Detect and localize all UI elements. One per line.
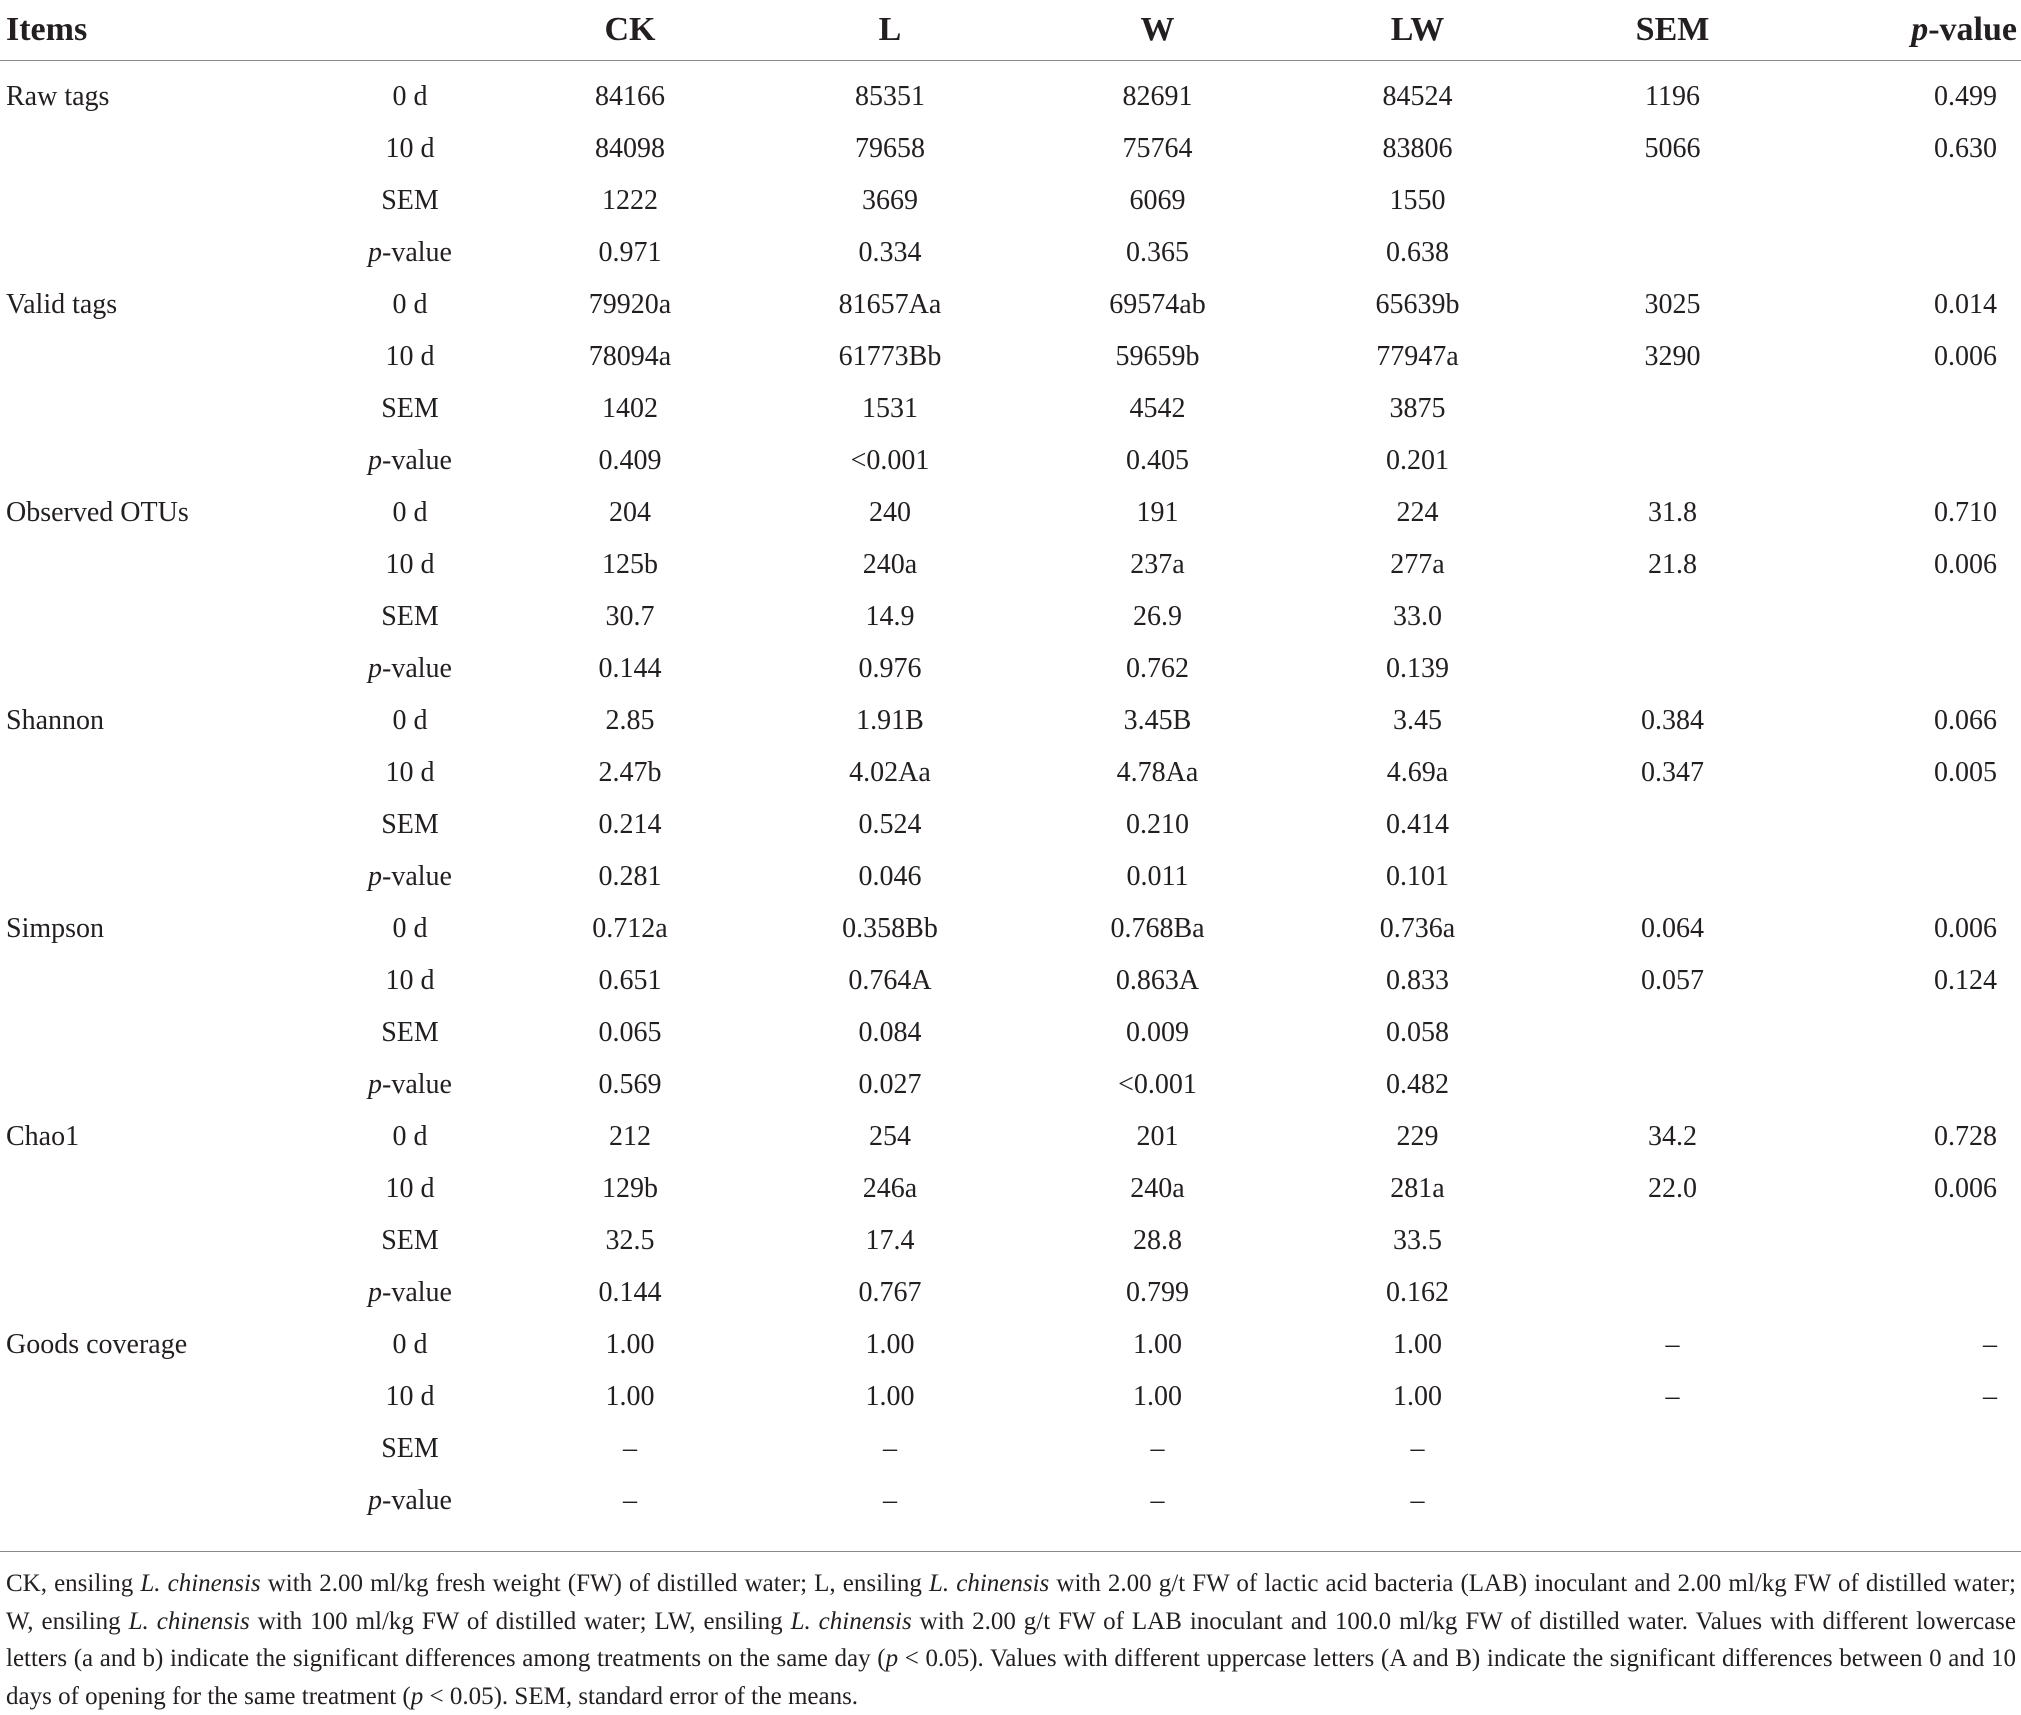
cell-w: 0.762: [1126, 653, 1189, 684]
cell-sub: 10 d: [385, 1173, 435, 1204]
cell-sub: SEM: [381, 601, 439, 632]
cell-ck: 1222: [602, 185, 658, 216]
cell-item: Shannon: [6, 705, 104, 736]
cell-item: [0, 1007, 320, 1059]
cell-item: [0, 1371, 320, 1423]
cell-sub: SEM: [381, 809, 439, 840]
cell-sub: 0 d: [392, 81, 428, 112]
table-row: [0, 383, 2021, 435]
table-row: [0, 539, 2021, 591]
cell-w: 240a: [1130, 1173, 1185, 1204]
cell-ck: 0.281: [598, 861, 662, 892]
cell-item: [0, 123, 320, 175]
cell-p-value: [1805, 1007, 2021, 1059]
cell-w: 0.365: [1126, 237, 1189, 268]
cell-w: 0.009: [1126, 1017, 1189, 1048]
cell-sub: 10 d: [385, 133, 435, 164]
cell-p-value: [1805, 1475, 2021, 1527]
cell-item: [0, 1163, 320, 1215]
footnote-italic-text: L. chinensis: [790, 1607, 912, 1635]
cell-item: [0, 851, 320, 903]
cell-p-value: –: [1983, 1329, 1997, 1360]
table-row: [0, 1007, 2021, 1059]
cell-ck: 212: [609, 1121, 651, 1152]
footnote-text: < 0.05). Values with different uppercase letters (A and B) indicate the significant differences between 0 and 10 days of opening for the same treatment (: [6, 1645, 2016, 1710]
cell-w: 59659b: [1115, 341, 1200, 372]
header-p-italic: p: [1911, 11, 1929, 48]
cell-l: 61773Bb: [838, 341, 942, 372]
footnote-text: with 100 ml/kg FW of distilled water; LW, ensiling: [249, 1607, 791, 1635]
cell-ck: 84166: [595, 81, 665, 112]
cell-w: 82691: [1122, 81, 1193, 112]
cell-l: 1.00: [865, 1329, 915, 1360]
p-italic: p: [368, 861, 383, 892]
cell-lw: 229: [1396, 1121, 1439, 1152]
table-row: [0, 1371, 2021, 1423]
cell-l: 0.334: [858, 237, 922, 268]
table-body: [0, 61, 2021, 1528]
table-row: [0, 1319, 2021, 1371]
cell-item: [0, 383, 320, 435]
cell-ck: 0.214: [598, 809, 662, 840]
cell-sub: [320, 851, 500, 903]
cell-p-value: 0.124: [1934, 965, 1997, 996]
cell-lw: 281a: [1390, 1173, 1445, 1204]
table-row: [0, 227, 2021, 279]
cell-l: 0.976: [858, 653, 922, 684]
cell-sem: [1540, 1267, 1805, 1319]
footnote-italic-text: p: [885, 1645, 899, 1672]
cell-ck: 78094a: [588, 341, 672, 372]
cell-lw: 83806: [1382, 133, 1453, 164]
cell-p-value: 0.006: [1934, 549, 1997, 580]
cell-p-value: 0.728: [1934, 1121, 1997, 1152]
cell-p-value: 0.499: [1934, 81, 1997, 112]
cell-item: [0, 643, 320, 695]
header-blank: [320, 0, 500, 61]
cell-w: 69574ab: [1109, 289, 1206, 320]
cell-sem: [1540, 1059, 1805, 1111]
cell-sub: [320, 643, 500, 695]
header-p-value: [1805, 0, 2021, 61]
table-row: [0, 851, 2021, 903]
cell-sem: 3290: [1644, 341, 1701, 372]
p-italic: p: [368, 1485, 383, 1516]
cell-p-value: [1805, 799, 2021, 851]
cell-lw: 4.69a: [1386, 757, 1449, 788]
cell-item: [0, 1423, 320, 1475]
cell-sem: 0.347: [1641, 757, 1704, 788]
cell-p-value: –: [1983, 1381, 1997, 1412]
cell-p-value: 0.006: [1934, 341, 1997, 372]
cell-sem: [1540, 799, 1805, 851]
cell-p-value: [1805, 227, 2021, 279]
cell-sub: SEM: [381, 1433, 439, 1464]
cell-ck: 0.409: [598, 445, 662, 476]
cell-p-value: [1805, 175, 2021, 227]
cell-sem: [1540, 227, 1805, 279]
cell-sem: 0.057: [1641, 965, 1704, 996]
cell-sub: [320, 1267, 500, 1319]
cell-ck: –: [623, 1433, 637, 1464]
cell-sem: [1540, 1475, 1805, 1527]
cell-w: 0.863A: [1115, 965, 1200, 996]
cell-sub: 10 d: [385, 965, 435, 996]
cell-sub: 0 d: [392, 913, 428, 944]
p-italic: p: [368, 237, 383, 268]
cell-w: 0.210: [1126, 809, 1189, 840]
cell-p-value: 0.014: [1934, 289, 1997, 320]
cell-lw: 0.736a: [1379, 913, 1456, 944]
cell-sem: –: [1665, 1381, 1680, 1412]
table-row: [0, 955, 2021, 1007]
cell-item: [0, 799, 320, 851]
cell-item: [0, 331, 320, 383]
cell-lw: 33.0: [1393, 601, 1442, 632]
cell-lw: –: [1410, 1433, 1425, 1464]
cell-lw: 277a: [1390, 549, 1445, 580]
cell-sem: [1540, 591, 1805, 643]
cell-l: 254: [869, 1121, 911, 1152]
header-l: L: [760, 0, 1020, 61]
cell-sub: [320, 227, 500, 279]
cell-ck: 0.569: [598, 1069, 662, 1100]
cell-ck: 79920a: [588, 289, 672, 320]
cell-ck: 204: [609, 497, 651, 528]
cell-ck: 2.85: [605, 705, 655, 736]
cell-ck: 0.651: [598, 965, 662, 996]
cell-p-value: [1805, 1267, 2021, 1319]
cell-sub: 10 d: [385, 341, 435, 372]
table-row: [0, 1111, 2021, 1163]
cell-l: 85351: [855, 81, 925, 112]
cell-w: 1.00: [1133, 1329, 1182, 1360]
cell-sub: 0 d: [392, 1329, 428, 1360]
cell-sub: 0 d: [392, 497, 428, 528]
cell-ck: 1.00: [605, 1381, 655, 1412]
footnote-text: CK, ensiling: [6, 1570, 141, 1597]
table-row: [0, 435, 2021, 487]
cell-item: [0, 1267, 320, 1319]
footnote-italic-text: L. chinensis: [128, 1607, 250, 1635]
p-rest: -value: [382, 1485, 452, 1516]
cell-ck: 1.00: [605, 1329, 655, 1360]
cell-ck: 0.712a: [592, 913, 668, 944]
table-row: [0, 331, 2021, 383]
cell-sub: SEM: [381, 393, 439, 424]
cell-w: 26.9: [1133, 601, 1182, 632]
cell-ck: –: [623, 1485, 637, 1516]
cell-item: Simpson: [6, 913, 105, 944]
header-row: [0, 0, 2021, 61]
cell-sub: 10 d: [385, 1381, 435, 1412]
cell-sem: –: [1665, 1329, 1680, 1360]
table-row: [0, 747, 2021, 799]
cell-l: 79658: [855, 133, 925, 164]
cell-item: [0, 747, 320, 799]
cell-sem: 31.8: [1648, 497, 1697, 528]
header-sem: SEM: [1540, 0, 1805, 61]
cell-w: 4.78Aa: [1116, 757, 1199, 788]
cell-l: 240a: [862, 549, 918, 580]
cell-sem: [1540, 851, 1805, 903]
cell-lw: 1.00: [1393, 1329, 1442, 1360]
cell-l: 0.764A: [848, 965, 932, 996]
table-row: [0, 1059, 2021, 1111]
cell-l: 0.084: [858, 1017, 922, 1048]
cell-sem: 3025: [1644, 289, 1701, 320]
cell-sem: [1540, 383, 1805, 435]
cell-sem: [1540, 435, 1805, 487]
cell-lw: 0.139: [1386, 653, 1449, 684]
cell-ck: 0.144: [598, 1277, 662, 1308]
cell-lw: 84524: [1382, 81, 1453, 112]
table-row: [0, 1475, 2021, 1527]
cell-ck: 84098: [595, 133, 665, 164]
table-row: [0, 175, 2021, 227]
footnote-text: with 2.00 g/t FW of lactic acid bacteria (LAB) inoculant and 2.00 ml/kg FW of distilled water; W, ensiling: [6, 1570, 2016, 1635]
cell-sem: 21.8: [1648, 549, 1697, 580]
cell-ck: 0.971: [598, 237, 662, 268]
cell-item: Raw tags: [6, 81, 110, 112]
cell-sem: 5066: [1644, 133, 1701, 164]
cell-lw: 0.162: [1386, 1277, 1449, 1308]
cell-lw: 3875: [1389, 393, 1446, 424]
header-lw: LW: [1295, 0, 1540, 61]
cell-item: [0, 955, 320, 1007]
cell-sem: 0.064: [1641, 913, 1704, 944]
cell-l: 14.9: [865, 601, 915, 632]
footnote-text: < 0.05). SEM, standard error of the means.: [423, 1682, 859, 1710]
cell-sub: 10 d: [385, 549, 435, 580]
cell-l: 81657Aa: [838, 289, 942, 320]
cell-item: [0, 227, 320, 279]
cell-ck: 2.47b: [598, 757, 662, 788]
cell-w: 0.768Ba: [1110, 913, 1205, 944]
cell-ck: 129b: [602, 1173, 658, 1204]
cell-lw: 1550: [1389, 185, 1446, 216]
cell-p-value: [1805, 1059, 2021, 1111]
cell-lw: 0.201: [1386, 445, 1449, 476]
table-row: [0, 1423, 2021, 1475]
table-row: [0, 279, 2021, 331]
cell-lw: –: [1410, 1485, 1425, 1516]
cell-l: 1.00: [865, 1381, 915, 1412]
cell-sem: 0.384: [1641, 705, 1704, 736]
cell-l: 0.524: [858, 809, 922, 840]
cell-w: 3.45B: [1123, 705, 1192, 736]
cell-item: [0, 1215, 320, 1267]
cell-p-value: [1805, 591, 2021, 643]
cell-w: 4542: [1129, 393, 1186, 424]
table-row: [0, 123, 2021, 175]
p-rest: -value: [382, 653, 452, 684]
cell-lw: 0.638: [1386, 237, 1449, 268]
footnote-italic-text: L. chinensis: [140, 1570, 261, 1597]
cell-lw: 0.482: [1386, 1069, 1449, 1100]
p-italic: p: [368, 653, 383, 684]
p-rest: -value: [382, 445, 452, 476]
cell-l: 1.91B: [856, 705, 924, 736]
cell-lw: 1.00: [1393, 1381, 1442, 1412]
table-header: [0, 0, 2021, 61]
cell-lw: 0.414: [1386, 809, 1449, 840]
cell-w: 237a: [1130, 549, 1185, 580]
cell-sem: [1540, 643, 1805, 695]
cell-w: <0.001: [1118, 1069, 1197, 1100]
cell-item: [0, 435, 320, 487]
p-rest: -value: [382, 237, 452, 268]
table-row: [0, 799, 2021, 851]
cell-p-value: [1805, 643, 2021, 695]
header-w: W: [1020, 0, 1295, 61]
cell-p-value: [1805, 383, 2021, 435]
cell-p-value: 0.630: [1934, 133, 1997, 164]
cell-l: 240: [869, 497, 911, 528]
cell-w: 191: [1136, 497, 1179, 528]
cell-ck: 125b: [602, 549, 658, 580]
cell-l: 4.02Aa: [849, 757, 931, 788]
cell-w: –: [1150, 1433, 1165, 1464]
cell-p-value: [1805, 1215, 2021, 1267]
table-row: [0, 695, 2021, 747]
cell-ck: 0.144: [598, 653, 662, 684]
cell-l: <0.001: [850, 445, 930, 476]
cell-lw: 33.5: [1393, 1225, 1442, 1256]
footnote-italic-text: L. chinensis: [929, 1570, 1050, 1597]
p-rest: -value: [382, 1069, 452, 1100]
header-p-rest: -value: [1928, 11, 2017, 48]
cell-w: 75764: [1122, 133, 1193, 164]
cell-item: Goods coverage: [6, 1329, 188, 1360]
p-italic: p: [368, 445, 383, 476]
table-footnote: [6, 1565, 2016, 1715]
cell-w: 201: [1136, 1121, 1179, 1152]
cell-lw: 224: [1396, 497, 1439, 528]
cell-p-value: 0.006: [1934, 913, 1997, 944]
cell-item: [0, 1059, 320, 1111]
cell-lw: 3.45: [1393, 705, 1442, 736]
cell-item: [0, 591, 320, 643]
cell-sem: 34.2: [1648, 1121, 1697, 1152]
cell-l: 0.027: [858, 1069, 922, 1100]
cell-l: 0.767: [858, 1277, 922, 1308]
cell-sub: [320, 435, 500, 487]
cell-w: 1.00: [1133, 1381, 1182, 1412]
footnote-text: with 2.00 g/t FW of LAB inoculant and 100.0 ml/kg FW of distilled water. Values with different lowercase letters (a and b) indicate the significant differences among treatments on the same day (: [6, 1607, 2017, 1672]
cell-p-value: 0.710: [1934, 497, 1997, 528]
cell-w: –: [1150, 1485, 1165, 1516]
cell-sub: 0 d: [392, 705, 428, 736]
cell-l: 0.358Bb: [842, 913, 938, 944]
cell-sub: 10 d: [385, 757, 435, 788]
cell-sub: SEM: [381, 1017, 439, 1048]
cell-sem: [1540, 175, 1805, 227]
p-italic: p: [368, 1277, 383, 1308]
table-row: [0, 487, 2021, 539]
cell-item: [0, 1475, 320, 1527]
cell-l: 3669: [862, 185, 918, 216]
footnote-italic-text: p: [410, 1682, 424, 1710]
cell-p-value: 0.006: [1934, 1173, 1997, 1204]
table-row: [0, 1267, 2021, 1319]
cell-l: 17.4: [865, 1225, 915, 1256]
cell-lw: 77947a: [1376, 341, 1459, 372]
cell-item: Chao1: [6, 1121, 80, 1152]
cell-w: 0.405: [1126, 445, 1189, 476]
cell-sem: 22.0: [1648, 1173, 1697, 1204]
table-row: [0, 591, 2021, 643]
header-items: Items: [0, 0, 320, 61]
cell-item: Valid tags: [6, 289, 118, 320]
cell-p-value: 0.066: [1934, 705, 1997, 736]
header-ck: CK: [500, 0, 760, 61]
p-rest: -value: [382, 1277, 452, 1308]
cell-p-value: [1805, 851, 2021, 903]
table-row: [0, 1163, 2021, 1215]
cell-ck: 1402: [602, 393, 658, 424]
cell-p-value: [1805, 435, 2021, 487]
cell-sem: [1540, 1423, 1805, 1475]
cell-l: –: [883, 1433, 897, 1464]
p-italic: p: [368, 1069, 383, 1100]
cell-ck: 30.7: [605, 601, 655, 632]
cell-sem: 1196: [1645, 81, 1700, 112]
cell-sub: SEM: [381, 185, 439, 216]
cell-w: 0.799: [1126, 1277, 1189, 1308]
cell-l: –: [883, 1485, 897, 1516]
table-row: [0, 1215, 2021, 1267]
cell-p-value: 0.005: [1934, 757, 1997, 788]
cell-sub: 0 d: [392, 289, 428, 320]
cell-ck: 32.5: [605, 1225, 655, 1256]
cell-sem: [1540, 1007, 1805, 1059]
cell-lw: 0.833: [1386, 965, 1449, 996]
cell-sub: 0 d: [392, 1121, 428, 1152]
cell-w: 28.8: [1133, 1225, 1182, 1256]
cell-sub: [320, 1059, 500, 1111]
cell-item: [0, 175, 320, 227]
cell-sub: SEM: [381, 1225, 439, 1256]
cell-item: [0, 539, 320, 591]
cell-lw: 0.101: [1386, 861, 1449, 892]
cell-lw: 0.058: [1386, 1017, 1449, 1048]
cell-l: 1531: [862, 393, 918, 424]
cell-ck: 0.065: [598, 1017, 662, 1048]
cell-l: 0.046: [858, 861, 922, 892]
cell-sub: [320, 1475, 500, 1527]
cell-p-value: [1805, 1423, 2021, 1475]
cell-l: 246a: [862, 1173, 918, 1204]
table-row: [0, 643, 2021, 695]
footnote-divider: [0, 1551, 2021, 1552]
p-rest: -value: [382, 861, 452, 892]
cell-w: 0.011: [1126, 861, 1189, 892]
cell-sem: [1540, 1215, 1805, 1267]
cell-lw: 65639b: [1375, 289, 1460, 320]
footnote-text: with 2.00 ml/kg fresh weight (FW) of distilled water; L, ensiling: [260, 1570, 929, 1597]
cell-item: Observed OTUs: [6, 497, 189, 528]
cell-w: 6069: [1129, 185, 1186, 216]
table-row: [0, 903, 2021, 955]
table-row: [0, 61, 2021, 124]
